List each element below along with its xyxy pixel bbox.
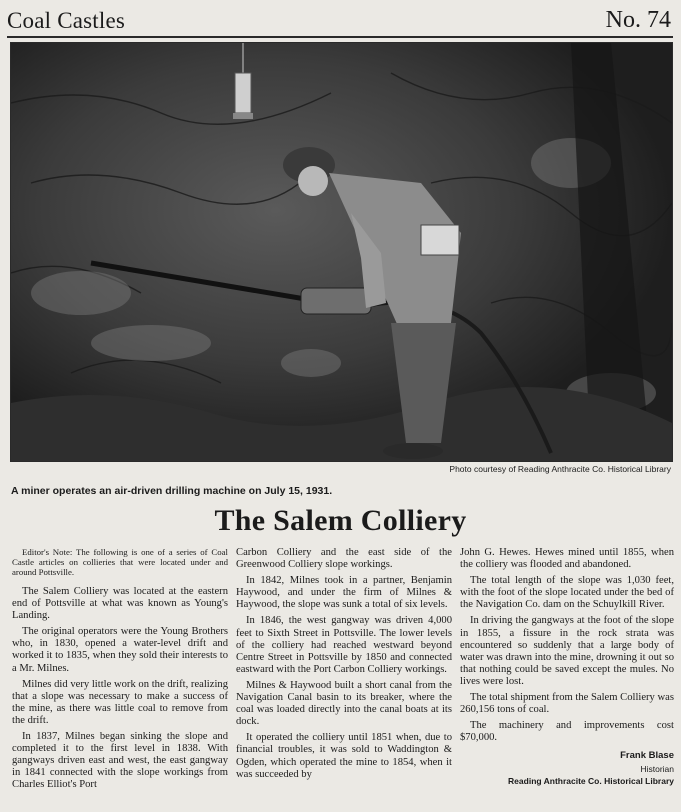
- paragraph: In 1842, Milnes took in a partner, Benjamin Haywood, and under the firm of Milnes & Haywood, the slope was sunk a total of six levels.: [236, 575, 452, 611]
- paragraph: The Salem Colliery was located at the eastern end of Pottsville at what was known as Young's Landing.: [12, 586, 228, 622]
- paragraph: Milnes & Haywood built a short canal from the Navigation Canal basin to its breaker, where the coal was loaded directly into the canal boats at its dock.: [236, 679, 452, 728]
- issue-number: No. 74: [605, 7, 671, 33]
- miner-photo-illustration: [11, 43, 672, 461]
- article-headline: The Salem Colliery: [214, 504, 467, 537]
- paragraph: In 1846, the west gangway was driven 4,000 feet to Sixth Street in Pottsville. The lower levels of the colliery had reached westward beyond Centre Street in Pottsville by 1850 and connected eastward with the Port Carbon Colliery workings.: [236, 615, 452, 675]
- paragraph: The original operators were the Young Brothers who, in 1830, opened a water-level drift and worked it to 1835, when they sold their interests to a Mr. Milnes.: [12, 626, 228, 674]
- article-column-2: [236, 547, 452, 785]
- article-column-3: [460, 547, 674, 787]
- paragraph: The total shipment from the Salem Colliery was 260,156 tons of coal.: [460, 692, 674, 716]
- author-organization: Reading Anthracite Co. Historical Library: [508, 775, 674, 786]
- photo-credit: Photo courtesy of Reading Anthracite Co. Historical Library: [449, 464, 671, 474]
- series-title: Coal Castles: [7, 8, 126, 33]
- photo-caption: A miner operates an air-driven drilling machine on July 15, 1931.: [11, 485, 333, 497]
- paragraph: John G. Hewes. Hewes mined until 1855, when the colliery was flooded and abandoned.: [460, 547, 674, 571]
- paragraph: The machinery and improvements cost $70,000.: [460, 720, 674, 744]
- editors-note: Editor's Note: The following is one of a series of Coal Castle articles on collieries that were located under and around Pottsville.: [12, 547, 228, 577]
- miner-photo: [10, 42, 673, 462]
- paragraph: In 1837, Milnes began sinking the slope and completed it to the first level in 1838. With gangways driven east and west, the east gangway in 1841 connected with the slope workings from Charles Elliot's Port: [12, 731, 228, 791]
- masthead: [7, 6, 673, 38]
- paragraph: Carbon Colliery and the east side of the Greenwood Colliery slope workings.: [236, 547, 452, 571]
- author-name: Frank Blase: [620, 750, 674, 762]
- article-column-1: [12, 547, 228, 796]
- byline: [460, 750, 674, 786]
- paragraph: Milnes did very little work on the drift, realizing that a slope was necessary to make a success of the mine, as there was little coal to remove from the drift.: [12, 678, 228, 726]
- paragraph: In driving the gangways at the foot of the slope in 1855, a fissure in the rock strata was encountered so suddenly that a large body of water was drawn into the mine, drowning it out so that nothing could be saved except the mules. No lives were lost.: [460, 615, 674, 687]
- paragraph: It operated the colliery until 1851 when, due to financial troubles, it was sold to Waddington & Ogden, which operated the mine to 1854, when it was succeeded by: [236, 732, 452, 780]
- author-role: Historian: [640, 763, 674, 774]
- paragraph: The total length of the slope was 1,030 feet, with the foot of the slope located under the bed of the Navigation Co. dam on the Schuylkill River.: [460, 575, 674, 611]
